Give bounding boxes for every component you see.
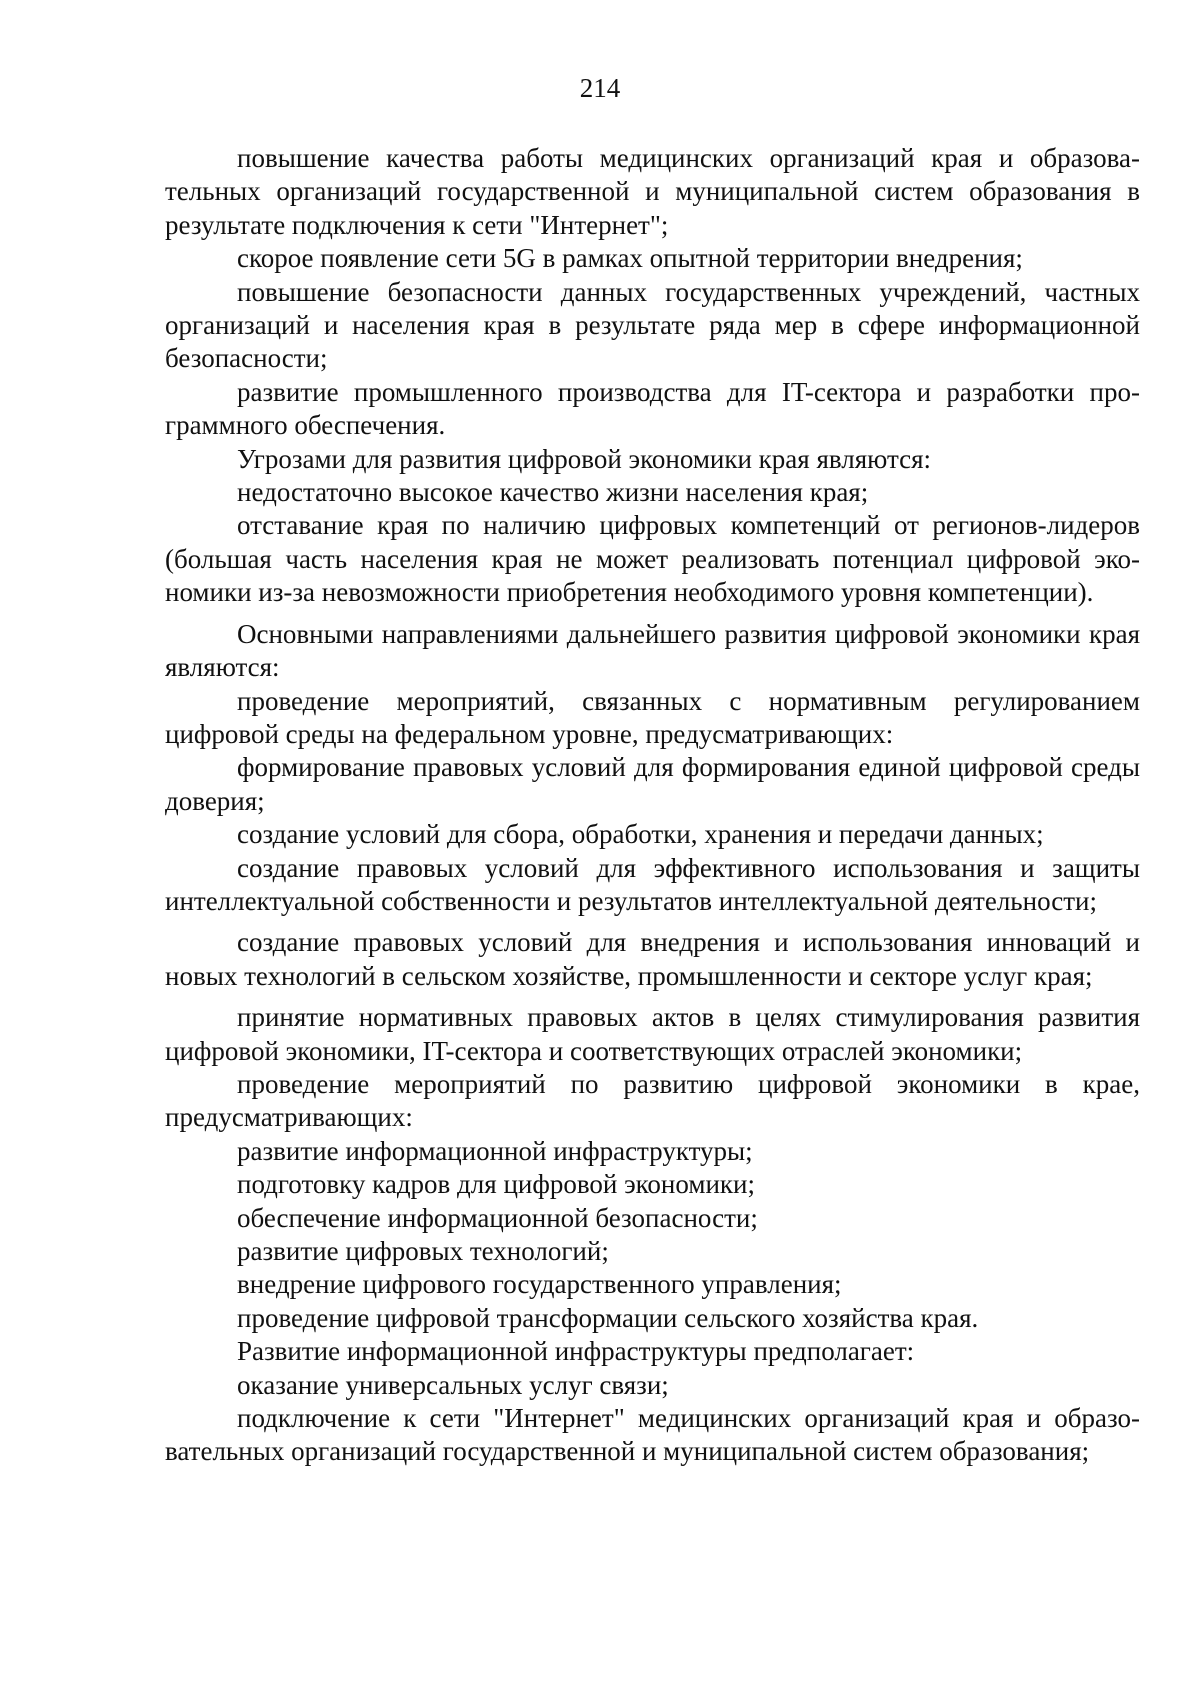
page-number: 214 (579, 73, 621, 103)
paragraph: проведение мероприятий, связанных с нормативным регулированием цифровой среды на федеральном уровне, предусматривающих: (165, 685, 1140, 749)
paragraph: отставание края по наличию цифровых компетенций от регионов-лидеров (большая часть населения края не может реализовать потенциал цифровой экономики из-за невозможности приобретения необходимого уровня компетенции). (165, 510, 1140, 608)
paragraph: развитие промышленного производства для IT-сектора и разработки программного обеспечения. (165, 376, 1140, 441)
paragraph: создание правовых условий для эффективного использования и защиты интеллектуальной собственности и результатов интеллектуальной деятельности; (165, 852, 1140, 916)
paragraph: подготовку кадров для цифровой экономики; (237, 1169, 755, 1200)
paragraph: развитие информационной инфраструктуры; (237, 1135, 753, 1166)
paragraph: создание правовых условий для внедрения и использования инноваций и новых технологий в сельском хозяйстве, промышленности и секторе услуг края; (165, 927, 1140, 991)
paragraph: обеспечение информационной безопасности; (237, 1202, 758, 1233)
paragraph: повышение безопасности данных государственных учреждений, частных организаций и населения края в результате ряда мер в сфере информационной безопасности; (165, 276, 1140, 374)
paragraph: Угрозами для развития цифровой экономики края являются: (237, 443, 931, 474)
paragraph: проведение цифровой трансформации сельского хозяйства края. (237, 1302, 979, 1333)
paragraph: подключение к сети "Интернет" медицинских организаций края и образовательных организаций государственной и муниципальной систем образования; (165, 1403, 1140, 1467)
paragraph: скорое появление сети 5G в рамках опытной территории внедрения; (237, 243, 1023, 274)
paragraph: создание условий для сбора, обработки, хранения и передачи данных; (237, 819, 1044, 850)
paragraph: Развитие информационной инфраструктуры предполагает: (237, 1336, 915, 1367)
paragraph: недостаточно высокое качество жизни населения края; (237, 477, 869, 508)
paragraph: внедрение цифрового государственного управления; (237, 1269, 842, 1300)
paragraph: повышение качества работы медицинских организаций края и образовательных организаций государственной и муниципальной систем образования в результате подключения к сети "Интернет"; (165, 143, 1140, 240)
paragraph: Основными направлениями дальнейшего развития цифровой экономики края являются: (165, 618, 1140, 683)
paragraph: формирование правовых условий для формирования единой цифровой среды доверия; (165, 752, 1140, 816)
paragraph: развитие цифровых технологий; (237, 1236, 609, 1266)
paragraph: проведение мероприятий по развитию цифровой экономики в крае, предусматривающих: (165, 1068, 1140, 1133)
paragraph: принятие нормативных правовых актов в целях стимулирования развития цифровой экономики, IT-сектора и соответствующих отраслей экономики; (165, 1002, 1140, 1066)
document-body (165, 142, 1140, 1469)
paragraph: оказание универсальных услуг связи; (237, 1369, 669, 1400)
